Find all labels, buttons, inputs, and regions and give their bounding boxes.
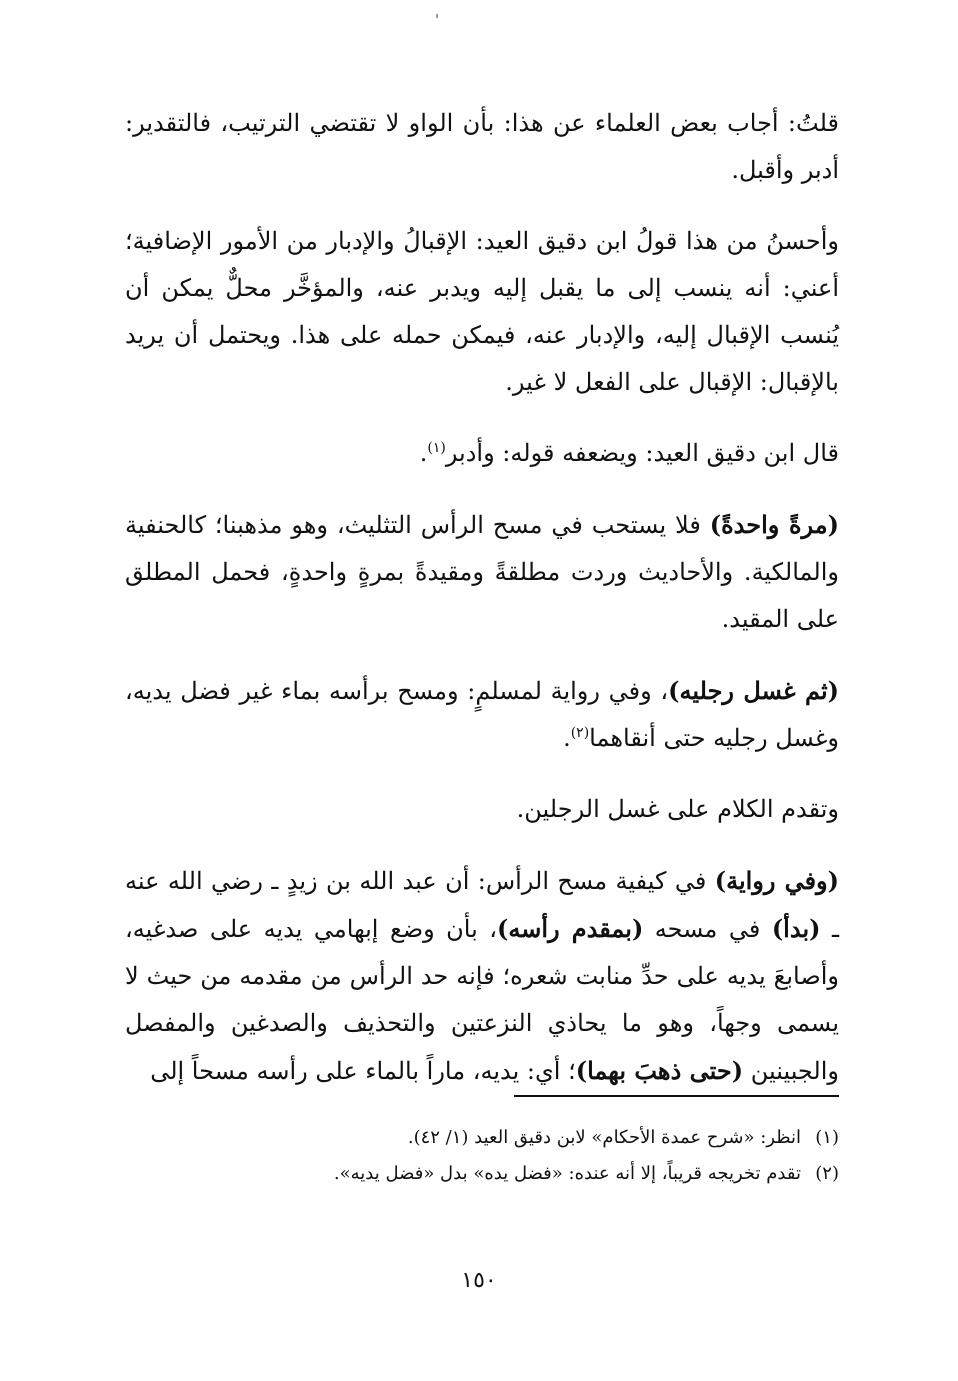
body-text: ، وفي رواية لمسلمٍ: ومسح برأسه بماء غير فضل يديه، وغسل رجليه حتى أنقاهما: [125, 677, 839, 752]
paragraph: [125, 857, 839, 1095]
scan-mark: [436, 14, 438, 18]
page-number: ١٥٠: [461, 1268, 497, 1293]
footnote-text: انظر: «شرح عمدة الأحكام» لابن دقيق العيد (١/ ٤٢).: [407, 1127, 801, 1148]
body-text: ؛ أي: يديه، ماراً بالماء على رأسه مسحاً إلى: [150, 1057, 576, 1085]
paragraph: [125, 667, 839, 762]
body-text: ، بأن وضع إبهامي يديه على صدغيه، وأصابعَ يديه على حدِّ منابت شعره؛ فإنه حد الرأس من مقدمه من حيث لا يسمى وجهاً، وهو ما يحاذي النزعتين والتحذيف والصدغين والمفصل والجبينين: [125, 915, 839, 1085]
body-text: في مسحه: [643, 915, 772, 943]
body-text: وأحسنُ من هذا قولُ ابن دقيق العيد: الإقبالُ والإدبار من الأمور الإضافية؛ أعني: أنه ينسب إلى ما يقبل إليه ويدبر عنه، والمؤخَّر محلٌّ يمكن أن يُنسب الإقبال إليه، والإدبار عنه، فيمكن حمله على هذا. ويحتمل أن يريد بالإقبال: الإقبال على الفعل لا غير.: [125, 227, 839, 396]
paragraph: [125, 100, 839, 194]
footnotes: [125, 1120, 839, 1192]
footnote-text: تقدم تخريجه قريباً، إلا أنه عنده: «فضل يده» بدل «فضل يديه».: [333, 1163, 801, 1184]
paragraph: [125, 218, 839, 406]
footnote-ref: (٢): [570, 725, 590, 741]
body-text: .: [419, 439, 428, 467]
paragraph: [125, 501, 839, 643]
bold-phrase: (بدأ): [771, 914, 821, 943]
body-text: قلتُ: أجاب بعض العلماء عن هذا: بأن الواو لا تقتضي الترتيب، فالتقدير: أدبر وأقبل.: [125, 109, 839, 184]
page-body: [125, 100, 839, 1119]
bold-phrase: (وفي رواية): [714, 866, 840, 895]
footnote-ref: (١): [427, 440, 446, 456]
footnote-number: (١): [815, 1127, 839, 1148]
footnote: [125, 1156, 839, 1192]
footnote: [125, 1120, 839, 1156]
bold-phrase: (بمقدم رأسه): [497, 914, 644, 943]
body-text: .: [563, 724, 571, 752]
paragraph: [125, 786, 839, 833]
bold-phrase: (ثم غسل رجليه): [668, 676, 839, 705]
body-text: قال ابن دقيق العيد: ويضعفه قوله: وأدبر: [445, 439, 839, 467]
body-text: وتقدم الكلام على غسل الرجلين.: [516, 795, 839, 823]
bold-phrase: (مرةً واحدةً): [709, 510, 839, 539]
bold-phrase: (حتى ذهبَ بهما): [575, 1056, 744, 1085]
footnote-divider: [514, 1095, 839, 1097]
paragraph: [125, 430, 839, 477]
footnote-number: (٢): [815, 1163, 839, 1184]
body-text: فلا يستحب في مسح الرأس التثليث، وهو مذهبنا؛ كالحنفية والمالكية. والأحاديث وردت مطلقةً ومقيدةً بمرةٍ واحدةٍ، فحمل المطلق على المقيد.: [125, 511, 839, 633]
body-text: في كيفية مسح الرأس: أن عبد الله بن زيدٍ ـ رضي الله عنه ـ: [125, 867, 839, 943]
